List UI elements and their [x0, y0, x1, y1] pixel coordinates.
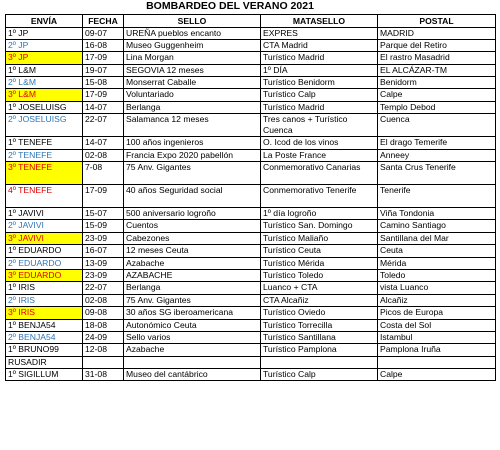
- table-body: [6, 27, 496, 381]
- cell-postal[interactable]: Picos de Europa: [378, 307, 496, 319]
- cell-postal[interactable]: Mérida: [378, 257, 496, 269]
- cell-matasello[interactable]: Turístico Madrid: [261, 52, 378, 64]
- cell-matasello[interactable]: Turístico Madrid: [261, 101, 378, 113]
- table-row: [6, 101, 496, 113]
- cell-fecha[interactable]: 17-09: [83, 89, 124, 101]
- spreadsheet: [5, 0, 495, 381]
- cell-postal[interactable]: Calpe: [378, 89, 496, 101]
- cell-matasello[interactable]: O. Icod de los vinos: [261, 137, 378, 149]
- cell-sello[interactable]: Museo del cantábrico: [124, 369, 261, 381]
- table-row: [6, 137, 496, 149]
- cell-matasello[interactable]: Luanco + CTA: [261, 282, 378, 294]
- cell-matasello[interactable]: Turístico Benidorm: [261, 77, 378, 89]
- table-row: [6, 77, 496, 89]
- cell-fecha[interactable]: 15-08: [83, 77, 124, 89]
- cell-matasello[interactable]: Turístico Pamplona: [261, 344, 378, 356]
- cell-matasello[interactable]: Turístico Calp: [261, 89, 378, 101]
- header-row: [6, 14, 496, 27]
- cell-fecha[interactable]: 22-07: [83, 282, 124, 294]
- cell-fecha[interactable]: 17-09: [83, 185, 124, 208]
- table-row: [6, 344, 496, 356]
- bombardeo-table: [5, 0, 496, 381]
- cell-envia[interactable]: 1º BENJA54: [6, 319, 83, 331]
- cell-postal[interactable]: El drago Temerife: [378, 137, 496, 149]
- cell-sello[interactable]: Voluntariado: [124, 89, 261, 101]
- cell-matasello[interactable]: Tres canos + Turístico Cuenca: [261, 114, 378, 137]
- table-row: [6, 52, 496, 64]
- cell-sello[interactable]: Cabezones: [124, 232, 261, 244]
- table-row: [6, 114, 496, 137]
- table-row: [6, 89, 496, 101]
- cell-sello[interactable]: Sello varios: [124, 331, 261, 343]
- cell-sello[interactable]: Monserrat Caballe: [124, 77, 261, 89]
- cell-matasello[interactable]: 1º DÍA: [261, 64, 378, 76]
- cell-postal[interactable]: Camino Santiago: [378, 220, 496, 232]
- cell-envia[interactable]: 3º L&M: [6, 89, 83, 101]
- cell-matasello[interactable]: Turístico San. Domingo: [261, 220, 378, 232]
- cell-postal[interactable]: Viña Tondonia: [378, 208, 496, 220]
- table-row: [6, 369, 496, 381]
- cell-envia[interactable]: 3º EDUARDO: [6, 269, 83, 281]
- cell-fecha[interactable]: 17-09: [83, 52, 124, 64]
- table-row: [6, 162, 496, 185]
- cell-sello[interactable]: Azabache: [124, 344, 261, 356]
- cell-matasello[interactable]: Turístico Santillana: [261, 331, 378, 343]
- cell-fecha[interactable]: 22-07: [83, 114, 124, 137]
- cell-matasello[interactable]: EXPRES: [261, 27, 378, 39]
- cell-sello[interactable]: 75 Anv. Gigantes: [124, 162, 261, 185]
- cell-envia[interactable]: 3º TENEFE: [6, 162, 83, 185]
- cell-envia[interactable]: 3º JP: [6, 52, 83, 64]
- cell-envia[interactable]: 2º TENEFE: [6, 149, 83, 161]
- cell-postal[interactable]: Anneey: [378, 149, 496, 161]
- cell-postal[interactable]: Istambul: [378, 331, 496, 343]
- cell-fecha[interactable]: 16-08: [83, 39, 124, 51]
- table-row: [6, 39, 496, 51]
- cell-envia[interactable]: 1º JOSELUISG: [6, 101, 83, 113]
- cell-envia[interactable]: 2º JP: [6, 39, 83, 51]
- cell-postal[interactable]: Santa Crus Tenerife: [378, 162, 496, 185]
- header-fecha[interactable]: FECHA: [83, 14, 124, 27]
- cell-postal[interactable]: Templo Debod: [378, 101, 496, 113]
- header-envia[interactable]: ENVÍA: [6, 14, 83, 27]
- title-spacer-right: [378, 0, 496, 14]
- cell-fecha[interactable]: 24-09: [83, 331, 124, 343]
- cell-sello[interactable]: [124, 356, 261, 368]
- cell-fecha[interactable]: 23-09: [83, 232, 124, 244]
- cell-envia[interactable]: 3º IRIS: [6, 307, 83, 319]
- cell-fecha[interactable]: 16-07: [83, 245, 124, 257]
- cell-fecha[interactable]: 09-07: [83, 27, 124, 39]
- title-spacer-left: [6, 0, 83, 14]
- cell-postal[interactable]: El rastro Masadrid: [378, 52, 496, 64]
- cell-envia[interactable]: 2º L&M: [6, 77, 83, 89]
- table-row: [6, 27, 496, 39]
- cell-fecha[interactable]: 23-09: [83, 269, 124, 281]
- table-row: [6, 356, 496, 368]
- cell-fecha[interactable]: 02-08: [83, 294, 124, 306]
- cell-matasello[interactable]: Turístico Torrecilla: [261, 319, 378, 331]
- cell-envia[interactable]: 4º TENEFE: [6, 185, 83, 208]
- table-row: [6, 245, 496, 257]
- cell-envia[interactable]: 1º EDUARDO: [6, 245, 83, 257]
- table-row: [6, 319, 496, 331]
- cell-envia[interactable]: 2º JAVIVI: [6, 220, 83, 232]
- cell-fecha[interactable]: 14-07: [83, 137, 124, 149]
- cell-envia[interactable]: 1º JP: [6, 27, 83, 39]
- cell-postal[interactable]: [378, 356, 496, 368]
- cell-fecha[interactable]: [83, 356, 124, 368]
- cell-matasello[interactable]: [261, 356, 378, 368]
- table-row: [6, 232, 496, 244]
- cell-sello[interactable]: 12 meses Ceuta: [124, 245, 261, 257]
- cell-fecha[interactable]: 7-08: [83, 162, 124, 185]
- cell-matasello[interactable]: Turístico Maliaño: [261, 232, 378, 244]
- table-row: [6, 294, 496, 306]
- cell-sello[interactable]: Berlanga: [124, 101, 261, 113]
- cell-envia[interactable]: 1º TENEFE: [6, 137, 83, 149]
- sheet-title: BOMBARDEO DEL VERANO 2021: [83, 0, 378, 14]
- cell-sello[interactable]: 100 años ingenieros: [124, 137, 261, 149]
- cell-postal[interactable]: Costa del Sol: [378, 319, 496, 331]
- cell-sello[interactable]: Cuentos: [124, 220, 261, 232]
- cell-fecha[interactable]: 18-08: [83, 319, 124, 331]
- cell-matasello[interactable]: Turístico Oviedo: [261, 307, 378, 319]
- cell-envia[interactable]: 2º EDUARDO: [6, 257, 83, 269]
- cell-postal[interactable]: EL ALCÁZAR-TM: [378, 64, 496, 76]
- cell-envia[interactable]: 2º IRIS: [6, 294, 83, 306]
- table-row: [6, 257, 496, 269]
- cell-fecha[interactable]: 09-08: [83, 307, 124, 319]
- cell-sello[interactable]: 40 años Seguridad social: [124, 185, 261, 208]
- cell-postal[interactable]: Cuenca: [378, 114, 496, 137]
- cell-fecha[interactable]: 15-09: [83, 220, 124, 232]
- header-matasello[interactable]: MATASELLO: [261, 14, 378, 27]
- cell-fecha[interactable]: 31-08: [83, 369, 124, 381]
- cell-matasello[interactable]: Turístico Mérida: [261, 257, 378, 269]
- table-row: [6, 307, 496, 319]
- cell-matasello[interactable]: Conmemorativo Canarias: [261, 162, 378, 185]
- cell-sello[interactable]: 30 años SG iberoamericana: [124, 307, 261, 319]
- table-row: [6, 220, 496, 232]
- cell-matasello[interactable]: CTA Alcañiz: [261, 294, 378, 306]
- cell-matasello[interactable]: CTA Madrid: [261, 39, 378, 51]
- cell-sello[interactable]: Lina Morgan: [124, 52, 261, 64]
- cell-sello[interactable]: UREÑA pueblos encanto: [124, 27, 261, 39]
- cell-postal[interactable]: Alcañiz: [378, 294, 496, 306]
- cell-matasello[interactable]: Conmemorativo Tenerife: [261, 185, 378, 208]
- cell-envia[interactable]: 1º BRUNO99: [6, 344, 83, 356]
- cell-sello[interactable]: 75 Anv. Gigantes: [124, 294, 261, 306]
- cell-sello[interactable]: SEGOVIA 12 meses: [124, 64, 261, 76]
- cell-postal[interactable]: vista Luanco: [378, 282, 496, 294]
- cell-envia[interactable]: RUSADIR: [6, 356, 83, 368]
- table-row: [6, 64, 496, 76]
- cell-postal[interactable]: Tenerife: [378, 185, 496, 208]
- cell-sello[interactable]: Francia Expo 2020 pabellón: [124, 149, 261, 161]
- cell-sello[interactable]: 500 aniversario logroño: [124, 208, 261, 220]
- header-sello[interactable]: SELLO: [124, 14, 261, 27]
- table-row: [6, 149, 496, 161]
- cell-fecha[interactable]: 19-07: [83, 64, 124, 76]
- table-row: [6, 331, 496, 343]
- cell-envia[interactable]: 2º JOSELUISG: [6, 114, 83, 137]
- cell-sello[interactable]: Berlanga: [124, 282, 261, 294]
- cell-postal[interactable]: Toledo: [378, 269, 496, 281]
- table-row: [6, 282, 496, 294]
- cell-fecha[interactable]: 15-07: [83, 208, 124, 220]
- cell-matasello[interactable]: Turístico Ceuta: [261, 245, 378, 257]
- cell-sello[interactable]: Autonómico Ceuta: [124, 319, 261, 331]
- cell-envia[interactable]: 1º JAVIVI: [6, 208, 83, 220]
- cell-fecha[interactable]: 12-08: [83, 344, 124, 356]
- cell-sello[interactable]: AZABACHE: [124, 269, 261, 281]
- cell-postal[interactable]: Ceuta: [378, 245, 496, 257]
- cell-postal[interactable]: Benidorm: [378, 77, 496, 89]
- cell-matasello[interactable]: 1º día logroño: [261, 208, 378, 220]
- table-row: [6, 185, 496, 208]
- header-postal[interactable]: POSTAL: [378, 14, 496, 27]
- table-row: [6, 208, 496, 220]
- cell-envia[interactable]: 1º IRIS: [6, 282, 83, 294]
- cell-matasello[interactable]: La Poste France: [261, 149, 378, 161]
- cell-matasello[interactable]: Turístico Calp: [261, 369, 378, 381]
- cell-sello[interactable]: Museo Guggenheim: [124, 39, 261, 51]
- cell-postal[interactable]: Pamplona Iruña: [378, 344, 496, 356]
- cell-postal[interactable]: Parque del Retiro: [378, 39, 496, 51]
- cell-sello[interactable]: Azabache: [124, 257, 261, 269]
- cell-envia[interactable]: 3º JAVIVI: [6, 232, 83, 244]
- cell-matasello[interactable]: Turístico Toledo: [261, 269, 378, 281]
- cell-fecha[interactable]: 14-07: [83, 101, 124, 113]
- table-row: [6, 269, 496, 281]
- cell-fecha[interactable]: 13-09: [83, 257, 124, 269]
- cell-postal[interactable]: MADRID: [378, 27, 496, 39]
- cell-envia[interactable]: 1º L&M: [6, 64, 83, 76]
- cell-postal[interactable]: Calpe: [378, 369, 496, 381]
- cell-sello[interactable]: Salamanca 12 meses: [124, 114, 261, 137]
- cell-envia[interactable]: 1º SIGILLUM: [6, 369, 83, 381]
- cell-envia[interactable]: 2º BENJA54: [6, 331, 83, 343]
- cell-fecha[interactable]: 02-08: [83, 149, 124, 161]
- cell-postal[interactable]: Santillana del Mar: [378, 232, 496, 244]
